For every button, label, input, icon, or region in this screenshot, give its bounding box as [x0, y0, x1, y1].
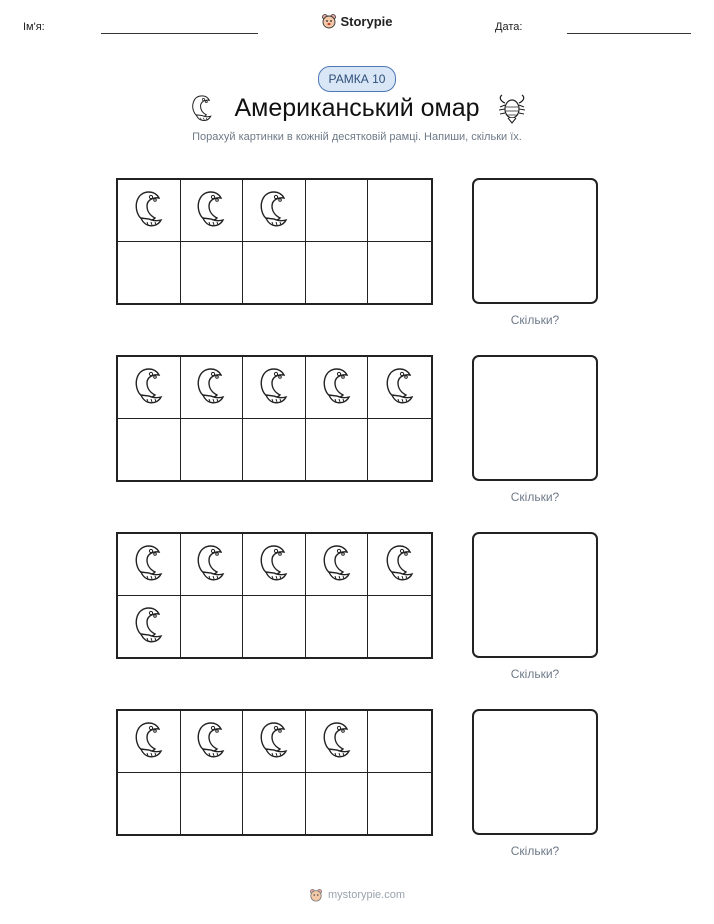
frame-cell — [368, 596, 431, 658]
footer-url[interactable]: mystorypie.com — [327, 889, 406, 901]
frame-cell — [306, 773, 369, 835]
answer-box-3[interactable] — [472, 532, 598, 658]
answer-label-3: Скільки? — [510, 667, 560, 681]
lobster-claw-icon — [191, 719, 231, 763]
lobster-claw-icon — [191, 188, 231, 232]
frame-cell — [243, 534, 306, 596]
lobster-claw-icon — [129, 604, 169, 648]
frame-cell — [181, 773, 244, 835]
frame-cell — [243, 711, 306, 773]
frame-cell — [118, 711, 181, 773]
frame-cell — [306, 419, 369, 481]
lobster-claw-icon — [129, 365, 169, 409]
ten-frame-2 — [116, 355, 433, 482]
frame-cell — [243, 773, 306, 835]
frame-cell — [118, 419, 181, 481]
lobster-claw-icon — [191, 365, 231, 409]
frame-cell — [368, 419, 431, 481]
lobster-claw-icon — [317, 542, 357, 586]
frame-cell — [368, 711, 431, 773]
frame-cell — [181, 419, 244, 481]
ten-frame-1 — [116, 178, 433, 305]
ten-frame-4 — [116, 709, 433, 836]
answer-label-1: Скільки? — [510, 313, 560, 327]
answer-box-4[interactable] — [472, 709, 598, 835]
frame-badge: РАМКА 10 — [318, 66, 396, 92]
name-label: Ім'я: — [23, 21, 45, 33]
lobster-claw-icon — [129, 188, 169, 232]
name-line[interactable] — [101, 33, 258, 34]
frame-cell — [118, 180, 181, 242]
brand-name: Storypie — [340, 13, 393, 29]
lobster-claw-icon — [380, 542, 420, 586]
lobster-claw-icon — [254, 542, 294, 586]
lobster-claw-icon — [254, 365, 294, 409]
frame-cell — [368, 180, 431, 242]
frame-cell — [181, 711, 244, 773]
frame-cell — [368, 242, 431, 304]
date-label: Дата: — [495, 21, 523, 33]
frame-cell — [243, 180, 306, 242]
frame-cell — [368, 773, 431, 835]
answer-label-2: Скільки? — [510, 490, 560, 504]
instructions: Порахуй картинки в кожній десятковій рамці. Напиши, скільки їх. — [192, 131, 522, 143]
lobster-icon — [497, 93, 527, 125]
frame-cell — [306, 180, 369, 242]
date-line[interactable] — [567, 33, 691, 34]
ten-frame-3 — [116, 532, 433, 659]
frame-cell — [368, 534, 431, 596]
frame-cell — [243, 596, 306, 658]
frame-cell — [118, 534, 181, 596]
frame-cell — [368, 357, 431, 419]
frame-cell — [181, 180, 244, 242]
title-row — [0, 92, 714, 128]
answer-box-2[interactable] — [472, 355, 598, 481]
frame-cell — [306, 357, 369, 419]
frame-cell — [181, 534, 244, 596]
lobster-claw-icon — [254, 719, 294, 763]
brand — [0, 13, 714, 32]
frame-cell — [306, 534, 369, 596]
bear-logo-icon — [309, 888, 323, 902]
lobster-claw-icon — [317, 365, 357, 409]
bear-logo-icon — [321, 13, 337, 29]
lobster-claw-icon — [129, 542, 169, 586]
frame-cell — [306, 596, 369, 658]
frame-cell — [181, 596, 244, 658]
lobster-claw-icon — [129, 719, 169, 763]
frame-cell — [306, 711, 369, 773]
frame-cell — [306, 242, 369, 304]
frame-cell — [118, 596, 181, 658]
frame-cell — [118, 773, 181, 835]
frame-cell — [118, 357, 181, 419]
frame-cell — [243, 242, 306, 304]
lobster-claw-icon — [254, 188, 294, 232]
frame-cell — [243, 357, 306, 419]
answer-label-4: Скільки? — [510, 844, 560, 858]
frame-cell — [181, 242, 244, 304]
lobster-claw-icon — [191, 542, 231, 586]
answer-box-1[interactable] — [472, 178, 598, 304]
frame-cell — [181, 357, 244, 419]
frame-cell — [243, 419, 306, 481]
lobster-claw-icon — [380, 365, 420, 409]
page-title: Американський омар — [234, 94, 480, 122]
lobster-claw-icon — [317, 719, 357, 763]
frame-cell — [118, 242, 181, 304]
footer — [0, 888, 714, 905]
